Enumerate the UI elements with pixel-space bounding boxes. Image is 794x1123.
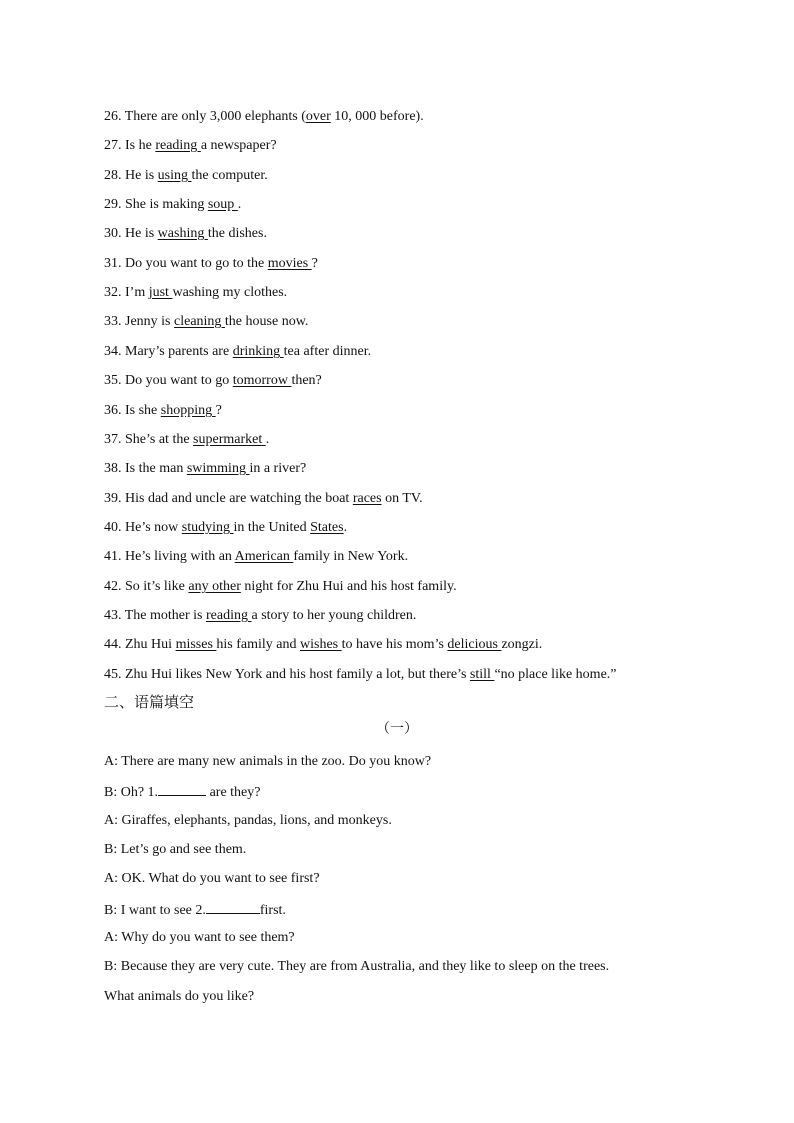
dialogue-line xyxy=(104,753,694,771)
dialogue-line xyxy=(104,782,694,802)
underlined-answer: delicious xyxy=(447,637,502,652)
sentence-text: zongzi. xyxy=(501,637,543,652)
underlined-answer: over xyxy=(305,109,331,124)
sentence-text: Is the man xyxy=(125,461,187,476)
exercise-number: 36. xyxy=(104,403,125,418)
underlined-answer: using xyxy=(157,168,192,183)
exercise-number: 26. xyxy=(104,109,125,124)
exercise-line xyxy=(104,284,694,302)
sentence-text: B: Because they are very cute. They are from Australia, and they like to sleep on the trees. xyxy=(104,959,610,974)
underlined-answer: soup xyxy=(207,197,238,212)
underlined-answer: races xyxy=(352,491,382,506)
sentence-text: I’m xyxy=(125,285,149,300)
sentence-text: “no place like home.” xyxy=(494,667,617,682)
underlined-answer: States xyxy=(310,520,344,535)
sentence-text: Mary’s parents are xyxy=(125,344,233,359)
exercise-number: 42. xyxy=(104,579,125,594)
sentence-text: Zhu Hui likes New York and his host family a lot, but there’s xyxy=(125,667,470,682)
exercise-line xyxy=(104,490,694,508)
sentence-text: the house now. xyxy=(224,314,309,329)
sentence-text: tea after dinner. xyxy=(283,344,372,359)
underlined-answer: still xyxy=(469,667,495,682)
underlined-answer: reading xyxy=(206,608,252,623)
sentence-text: Jenny is xyxy=(125,314,174,329)
sentence-text: his family and xyxy=(216,637,301,652)
sentence-text: He is xyxy=(125,168,158,183)
dialogue-line xyxy=(104,900,694,920)
sentence-text: . xyxy=(237,197,242,212)
sentence-text: He’s living with an xyxy=(125,549,235,564)
exercise-line xyxy=(104,313,694,331)
underlined-answer: studying xyxy=(181,520,234,535)
exercise-number: 43. xyxy=(104,608,125,623)
exercise-line xyxy=(104,343,694,361)
exercise-number: 38. xyxy=(104,461,125,476)
answer-blank xyxy=(158,782,206,796)
dialogue-line xyxy=(104,958,694,976)
exercise-number: 34. xyxy=(104,344,125,359)
sentence-text: ? xyxy=(215,403,222,418)
sentence-text: . xyxy=(265,432,270,447)
dialogue-line xyxy=(104,988,694,1006)
section-title: 二、语篇填空 xyxy=(104,693,195,711)
sentence-text: He’s now xyxy=(125,520,182,535)
underlined-answer: just xyxy=(148,285,173,300)
exercise-line xyxy=(104,607,694,625)
exercise-number: 45. xyxy=(104,667,125,682)
sentence-text: 10, 000 before). xyxy=(330,109,424,124)
sentence-text: Do you want to go to the xyxy=(125,256,268,271)
exercise-number: 40. xyxy=(104,520,125,535)
sentence-text: She’s at the xyxy=(125,432,194,447)
exercise-number: 29. xyxy=(104,197,125,212)
sentence-text: family in New York. xyxy=(293,549,409,564)
exercise-number: 30. xyxy=(104,226,125,241)
underlined-answer: swimming xyxy=(186,461,250,476)
sentence-text: A: Giraffes, elephants, pandas, lions, and monkeys. xyxy=(104,813,392,828)
exercise-number: 27. xyxy=(104,138,125,153)
exercise-number: 33. xyxy=(104,314,125,329)
dialogue-line xyxy=(104,841,694,859)
exercise-line xyxy=(104,431,694,449)
underlined-answer: washing xyxy=(157,226,208,241)
sentence-text: B: I want to see 2. xyxy=(104,903,206,918)
underlined-answer: cleaning xyxy=(174,314,225,329)
exercise-line xyxy=(104,636,694,654)
underlined-answer: supermarket xyxy=(193,432,266,447)
dialogue-line xyxy=(104,870,694,888)
underlined-answer: drinking xyxy=(232,344,284,359)
exercise-number: 37. xyxy=(104,432,125,447)
underlined-answer: misses xyxy=(175,637,217,652)
exercise-number: 31. xyxy=(104,256,125,271)
exercise-line xyxy=(104,196,694,214)
exercise-line xyxy=(104,372,694,390)
sentence-text: a story to her young children. xyxy=(251,608,417,623)
sentence-text: So it’s like xyxy=(125,579,189,594)
sentence-text: to have his mom’s xyxy=(341,637,448,652)
sentence-text: A: There are many new animals in the zoo. Do you know? xyxy=(104,754,432,769)
sentence-text: What animals do you like? xyxy=(104,989,255,1004)
sentence-text: a newspaper? xyxy=(200,138,277,153)
exercise-line xyxy=(104,578,694,596)
exercise-line xyxy=(104,255,694,273)
underlined-answer: any other xyxy=(188,579,241,594)
exercise-number: 35. xyxy=(104,373,125,388)
sentence-text: in the United xyxy=(233,520,311,535)
underlined-answer: American xyxy=(234,549,294,564)
exercise-line xyxy=(104,519,694,537)
exercise-line xyxy=(104,666,694,684)
underlined-answer: shopping xyxy=(160,403,216,418)
exercise-line xyxy=(104,225,694,243)
exercise-number: 32. xyxy=(104,285,125,300)
sentence-text: Do you want to go xyxy=(125,373,233,388)
sentence-text: are they? xyxy=(206,785,261,800)
sentence-text: . xyxy=(343,520,348,535)
sentence-text: then? xyxy=(291,373,322,388)
sentence-text: A: OK. What do you want to see first? xyxy=(104,871,320,886)
sentence-text: There are only 3,000 elephants ( xyxy=(124,109,306,124)
answer-blank xyxy=(206,900,260,914)
sentence-text: B: Let’s go and see them. xyxy=(104,842,247,857)
sentence-text: first. xyxy=(259,903,286,918)
sentence-text: the dishes. xyxy=(207,226,267,241)
sentence-text: The mother is xyxy=(124,608,207,623)
exercise-line xyxy=(104,548,694,566)
exercise-line xyxy=(104,137,694,155)
dialogue-line xyxy=(104,929,694,947)
sentence-text: in a river? xyxy=(249,461,307,476)
sentence-text: washing my clothes. xyxy=(172,285,288,300)
exercise-number: 39. xyxy=(104,491,125,506)
sentence-text: ? xyxy=(311,256,318,271)
sentence-text: Is she xyxy=(125,403,161,418)
underlined-answer: reading xyxy=(155,138,201,153)
sentence-text: B: Oh? 1. xyxy=(104,785,159,800)
dialogue-line xyxy=(104,812,694,830)
exercise-line xyxy=(104,402,694,420)
exercise-line xyxy=(104,167,694,185)
exercise-number: 44. xyxy=(104,637,125,652)
subsection-title: （一） xyxy=(376,722,418,737)
underlined-answer: wishes xyxy=(300,637,342,652)
exercise-line xyxy=(104,460,694,478)
sentence-text: His dad and uncle are watching the boat xyxy=(125,491,353,506)
sentence-text: night for Zhu Hui and his host family. xyxy=(240,579,457,594)
sentence-text: A: Why do you want to see them? xyxy=(104,930,295,945)
underlined-answer: movies xyxy=(267,256,312,271)
exercise-number: 41. xyxy=(104,549,125,564)
sentence-text: She is making xyxy=(125,197,208,212)
underlined-answer: tomorrow xyxy=(232,373,292,388)
sentence-text: on TV. xyxy=(381,491,423,506)
exercise-number: 28. xyxy=(104,168,125,183)
sentence-text: Is he xyxy=(125,138,156,153)
sentence-text: He is xyxy=(125,226,158,241)
exercise-line xyxy=(104,108,694,126)
sentence-text: Zhu Hui xyxy=(125,637,176,652)
sentence-text: the computer. xyxy=(191,168,268,183)
